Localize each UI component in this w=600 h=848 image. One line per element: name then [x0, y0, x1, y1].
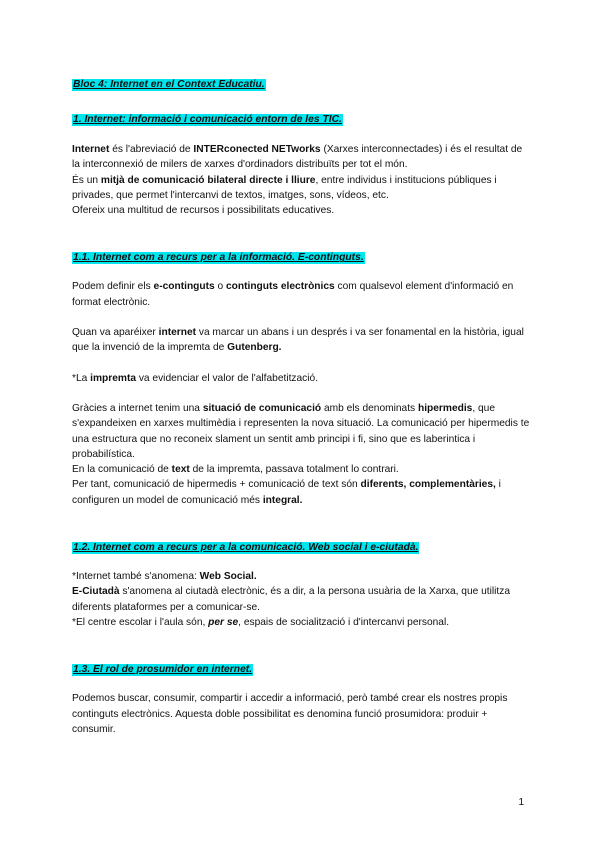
paragraph: Quan va aparéixer internet va marcar un abans i un després i va ser fonamental en la història, igual que la invenció de la impremta de Gutenberg. — [72, 327, 524, 354]
section-1-1-heading: 1.1. Internet com a recurs per a la informació. E-continguts. — [73, 252, 364, 264]
section-1-heading: 1. Internet: informació i comunicació entorn de les TIC. — [73, 114, 342, 125]
section-1-1-body — [72, 279, 532, 508]
paragraph: Gràcies a internet tenim una situació de comunicació amb els denominats hipermedis, que s'expandeixen en xarxes multimèdia i representen la nova situació. La comunicació per hipermedis te una estructura que no reconeix slament un sentit amb principi i fi, sino que es laberintica i probabilística. — [72, 402, 530, 460]
document-body — [72, 64, 532, 737]
section-1-2-heading: 1.2. Internet com a recurs per a la comunicació. Web social i e-ciutadà. — [73, 542, 419, 554]
section-1-3-heading: 1.3. El rol de prosumidor en internet. — [73, 664, 253, 676]
paragraph: Ofereix una multitud de recursos i possibilitats educatives. — [72, 205, 335, 217]
paragraph: *La impremta va evidenciar el valor de l'alfabetització. — [72, 372, 319, 384]
section-1-3-body — [72, 691, 532, 737]
paragraph: Podemos buscar, consumir, compartir i accedir a informació, però també crear els nostres propis continguts electrònics. Aquesta doble possibilitat es denomina funció prosumidora: produir + consumir. — [72, 693, 508, 735]
paragraph: Podem definir els e-continguts o continguts electrònics com qualsevol element d'informació en format electrònic. — [72, 281, 514, 308]
document-title: Bloc 4: Internet en el Context Educatiu. — [73, 79, 265, 90]
section-1-2-body — [72, 569, 532, 630]
paragraph: És un mitjà de comunicació bilateral directe i lliure, entre individus i institucions públiques i privades, que permet l'intercanvi de textos, imatges, sons, vídeos, etc. — [72, 174, 497, 201]
paragraph: En la comunicació de text de la impremta, passava totalment lo contrari. — [72, 464, 399, 476]
paragraph: E-Ciutadà s'anomena al ciutadà electrònic, és a dir, a la persona usuària de la Xarxa, que utilitza diferents plataformes per a comunicar-se. — [72, 586, 510, 613]
section-1-body — [72, 142, 532, 218]
paragraph: Internet és l'abreviació de INTERconected NETworks (Xarxes interconnectades) i és el resultat de la interconnexió de milers de xarxes d'ordinadors distribuïts per tot el món. — [72, 144, 523, 171]
paragraph: *El centre escolar i l'aula són, per se, espais de socialització i d'intercanvi personal. — [72, 616, 450, 628]
paragraph: Per tant, comunicació de hipermedis + comunicació de text són diferents, complementàries, i configuren un model de comunicació més integral. — [72, 479, 501, 506]
page-number: 1 — [518, 797, 524, 808]
paragraph: *Internet també s'anomena: Web Social. — [72, 571, 257, 583]
